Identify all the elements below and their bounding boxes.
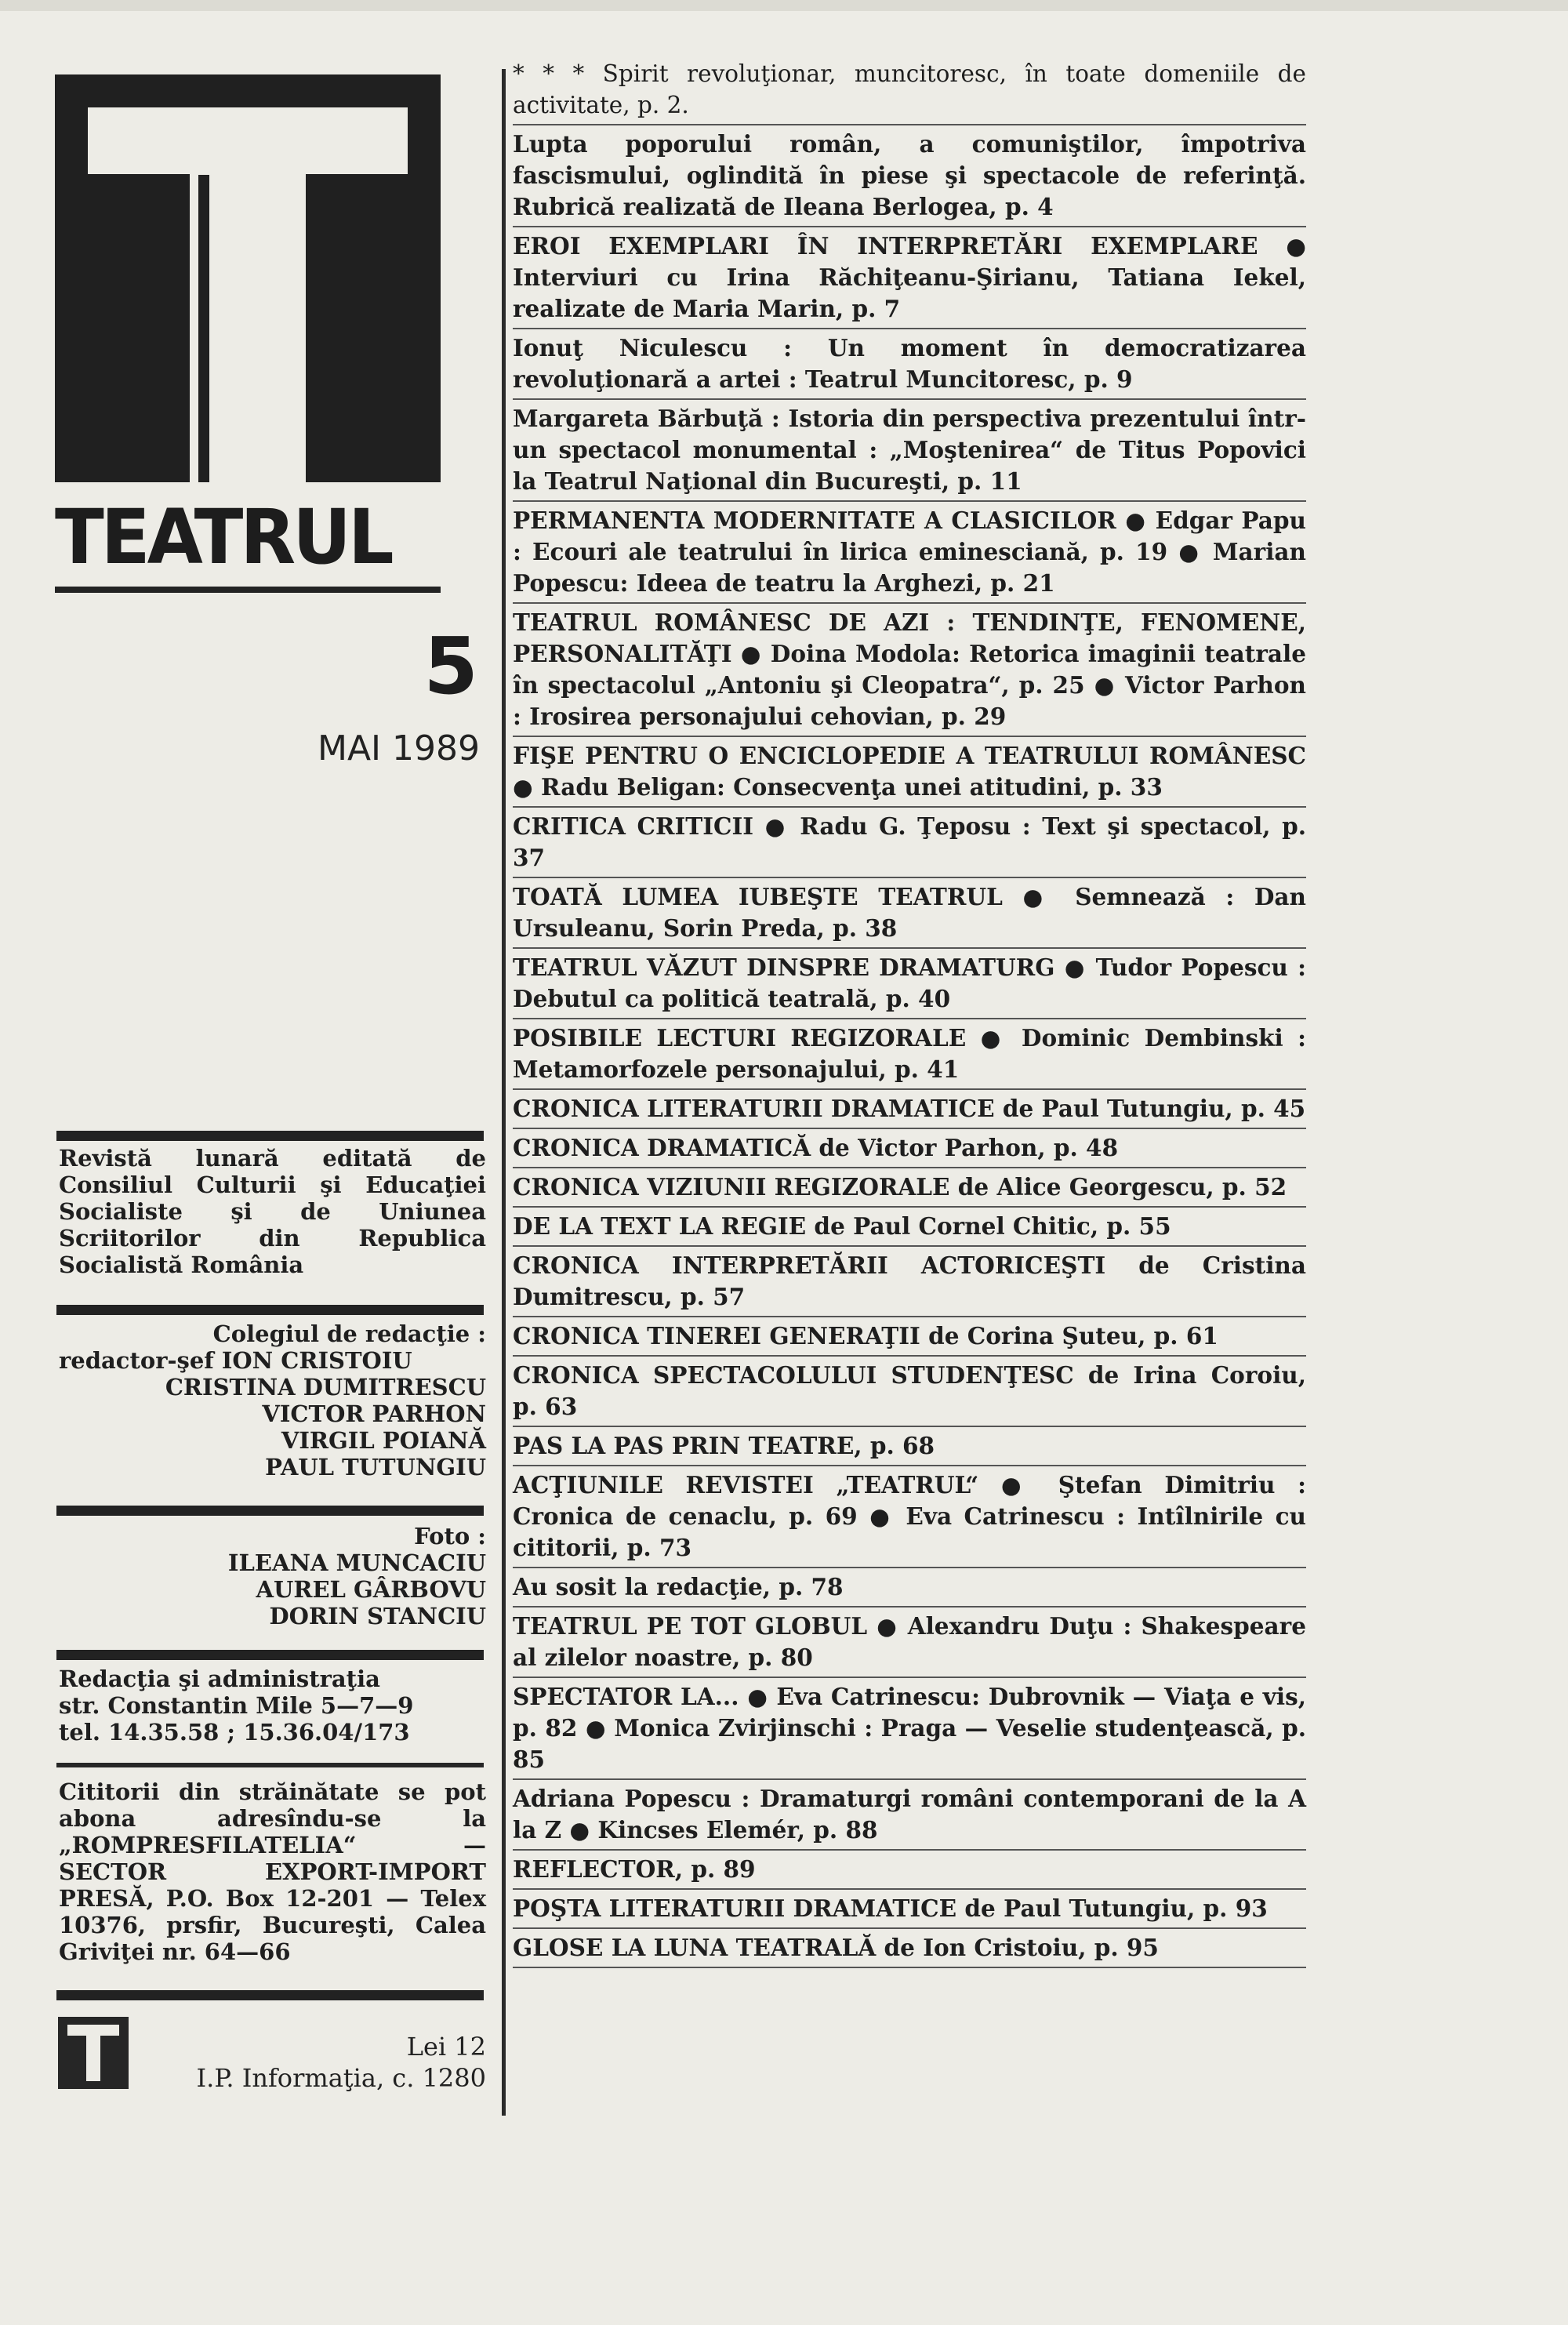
board-member: VICTOR PARHON <box>262 1400 486 1427</box>
toc-entry: TEATRUL PE TOT GLOBUL ● Alexandru Duţu : Shakespeare al zilelor noastre, p. 80 <box>513 1608 1306 1678</box>
page-edge <box>0 0 1568 11</box>
administration <box>59 1666 486 1746</box>
publisher-text: Revistă lunară editată de Consiliul Culturii şi Educaţiei Socialiste şi de Uniunea Scriitorilor din Republica Socialistă România <box>59 1145 486 1278</box>
toc-entry: * * * Spirit revoluţionar, muncitoresc, în toate domeniile de activitate, p. 2. <box>513 55 1306 125</box>
photo-name: ILEANA MUNCACIU <box>227 1549 486 1576</box>
toc-entry: ACŢIUNILE REVISTEI „TEATRUL“ ● Ştefan Dimitriu : Cronica de cenaclu, p. 69 ● Eva Catrinescu : Intîlnirile cu cititorii, p. 73 <box>513 1466 1306 1568</box>
editorial-chief: redactor-şef ION CRISTOIU <box>59 1347 412 1374</box>
rule-publisher-top <box>56 1131 484 1141</box>
masthead-rule <box>55 587 441 593</box>
rule-footer-top <box>56 1990 484 2000</box>
photo-name: AUREL GÂRBOVU <box>256 1576 486 1603</box>
footer-info <box>141 2031 486 2094</box>
toc-entry: PERMANENTA MODERNITATE A CLASICILOR ● Edgar Papu : Ecouri ale teatrului în lirica eminesciană, p. 19 ● Marian Popescu: Ideea de teatru la Arghezi, p. 21 <box>513 502 1306 604</box>
toc-entry: CRONICA VIZIUNII REGIZORALE de Alice Georgescu, p. 52 <box>513 1168 1306 1208</box>
toc-entry: CRONICA INTERPRETĂRII ACTORICEŞTI de Cristina Dumitrescu, p. 57 <box>513 1247 1306 1317</box>
toc-entry: REFLECTOR, p. 89 <box>513 1851 1306 1890</box>
printer: I.P. Informaţia, c. 1280 <box>196 2063 486 2093</box>
toc-entry: Margareta Bărbuţă : Istoria din perspectiva prezentului într-un spectacol monumental : „Moştenirea“ de Titus Popovici la Teatrul Naţional din Bucureşti, p. 11 <box>513 400 1306 502</box>
rule-admin-top <box>56 1650 484 1660</box>
logo-t-stem-line <box>198 175 209 482</box>
admin-phone: tel. 14.35.58 ; 15.36.04/173 <box>59 1719 410 1746</box>
toc-entry: CRONICA DRAMATICĂ de Victor Parhon, p. 48 <box>513 1129 1306 1168</box>
rule-subscription-top <box>56 1763 484 1767</box>
board-member: CRISTINA DUMITRESCU <box>165 1374 486 1400</box>
masthead-wordmark: TEATRUL <box>55 492 391 582</box>
toc-entry: POSIBILE LECTURI REGIZORALE ● Dominic Dembinski : Metamorfozele personajului, p. 41 <box>513 1019 1306 1090</box>
toc-entry: SPECTATOR LA... ● Eva Catrinescu: Dubrovnik — Viaţa e vis, p. 82 ● Monica Zvirjinschi : Praga — Veselie studenţească, p. 85 <box>513 1678 1306 1780</box>
toc-entry: TEATRUL ROMÂNESC DE AZI : TENDINŢE, FENOMENE, PERSONALITĂŢI ● Doina Modola: Retorica imaginii teatrale în spectacolul „Antoniu şi Cleopatra“, p. 25 ● Victor Parhon : Irosirea personajului cehovian, p. 29 <box>513 604 1306 737</box>
editorial-board-heading: Colegiul de redacţie : <box>212 1321 486 1347</box>
column-divider <box>502 69 506 2116</box>
masthead-logo <box>55 74 441 482</box>
photo-name: DORIN STANCIU <box>269 1603 486 1629</box>
rule-board-top <box>56 1305 484 1315</box>
toc-entry: PAS LA PAS PRIN TEATRE, p. 68 <box>513 1427 1306 1466</box>
editorial-board <box>59 1321 486 1480</box>
rule-photo-top <box>56 1506 484 1516</box>
board-member: VIRGIL POIANĂ <box>281 1427 486 1454</box>
toc-entry: Adriana Popescu : Dramaturgi români contemporani de la A la Z ● Kincses Elemér, p. 88 <box>513 1780 1306 1851</box>
toc-entry: FIŞE PENTRU O ENCICLOPEDIE A TEATRULUI ROMÂNESC ● Radu Beligan: Consecvenţa unei atitudini, p. 33 <box>513 737 1306 808</box>
toc-entry: CRONICA SPECTACOLULUI STUDENŢESC de Irina Coroiu, p. 63 <box>513 1357 1306 1427</box>
admin-heading: Redacţia şi administraţia <box>59 1666 380 1692</box>
toc-entry: TEATRUL VĂZUT DINSPRE DRAMATURG ● Tudor Popescu : Debutul ca politică teatrală, p. 40 <box>513 949 1306 1019</box>
toc-entry: CRITICA CRITICII ● Radu G. Ţeposu : Text şi spectacol, p. 37 <box>513 808 1306 878</box>
board-member: PAUL TUTUNGIU <box>265 1454 486 1480</box>
toc-entry: CRONICA LITERATURII DRAMATICE de Paul Tutungiu, p. 45 <box>513 1090 1306 1129</box>
toc-entry: Ionuţ Niculescu : Un moment în democratizarea revoluţionară a artei : Teatrul Muncitoresc, p. 9 <box>513 329 1306 400</box>
toc-entry: POŞTA LITERATURII DRAMATICE de Paul Tutungiu, p. 93 <box>513 1890 1306 1929</box>
issue-number: 5 <box>423 620 478 712</box>
logo-t-crossbar <box>88 107 408 174</box>
photo-heading: Foto : <box>414 1523 486 1549</box>
price: Lei 12 <box>406 2032 486 2062</box>
toc-entry: GLOSE LA LUNA TEATRALĂ de Ion Cristoiu, p. 95 <box>513 1929 1306 1968</box>
issue-date: MAI 1989 <box>317 728 480 768</box>
toc-entry: EROI EXEMPLARI ÎN INTERPRETĂRI EXEMPLARE ● Interviuri cu Irina Răchiţeanu-Şirianu, Tatiana Iekel, realizate de Maria Marin, p. 7 <box>513 227 1306 329</box>
admin-address: str. Constantin Mile 5—7—9 <box>59 1692 414 1719</box>
subscription-text: Cititorii din străinătate se pot abona adresîndu-se la „ROMPRESFILATELIA“ — SECTOR EXPORT-IMPORT PRESĂ, P.O. Box 12-201 — Telex 10376, prsfir, Bucureşti, Calea Griviţei nr. 64—66 <box>59 1778 486 1965</box>
photo-credits <box>59 1523 486 1629</box>
toc-entry: Au sosit la redacţie, p. 78 <box>513 1568 1306 1608</box>
toc-entry: TOATĂ LUMEA IUBEŞTE TEATRUL ● Semnează : Dan Ursuleanu, Sorin Preda, p. 38 <box>513 878 1306 949</box>
toc-entry: Lupta poporului român, a comuniştilor, împotriva fascismului, oglindită în piese şi spectacole de referinţă. Rubrică realizată de Ileana Berlogea, p. 4 <box>513 125 1306 227</box>
toc-entry: CRONICA TINEREI GENERAŢII de Corina Şuteu, p. 61 <box>513 1317 1306 1357</box>
toc-entry: DE LA TEXT LA REGIE de Paul Cornel Chitic, p. 55 <box>513 1208 1306 1247</box>
table-of-contents <box>513 55 1306 1968</box>
publisher-logo-icon <box>58 2017 129 2089</box>
